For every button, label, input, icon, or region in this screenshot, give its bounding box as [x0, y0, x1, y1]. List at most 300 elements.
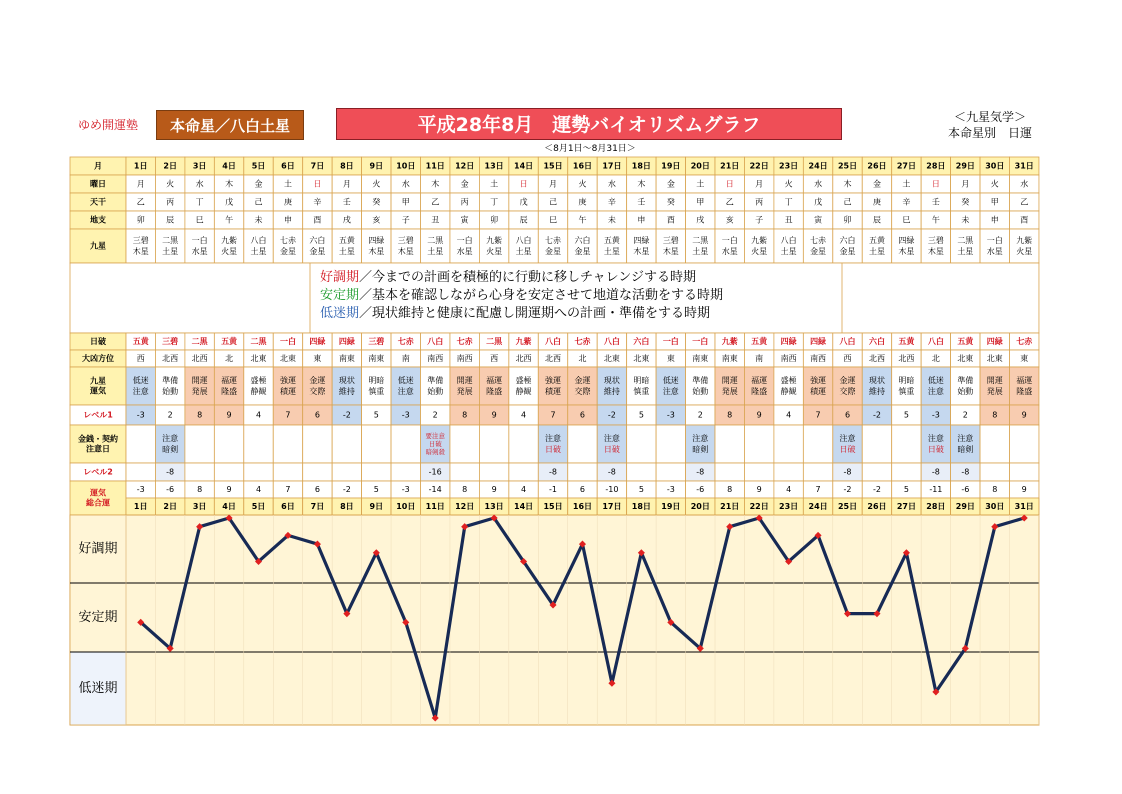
total-value: -6 [166, 485, 175, 494]
cell-level2 [1010, 463, 1039, 481]
cell-text-earthly_branch: 卯 [136, 215, 145, 225]
cell-text-nippa: 二黒 [191, 337, 208, 346]
day-footer-label: 12日 [455, 502, 475, 511]
day-footer-label: 6日 [281, 502, 295, 511]
cell-text-nine_star: 三碧 [397, 236, 414, 245]
cell-text-lucky_direction: 東 [666, 354, 675, 363]
cell-caution [744, 425, 773, 463]
cell-text-nine_star: 木星 [633, 247, 650, 256]
cell-text-level1: 8 [197, 410, 203, 420]
cell-nine_star [892, 229, 921, 263]
cell-text-nippa: 三碧 [368, 337, 385, 346]
cell-nine_star [332, 229, 361, 263]
cell-text-level1: 5 [373, 410, 379, 420]
cell-text-lucky_direction: 北西 [162, 354, 179, 363]
cell-text-level1: 8 [992, 410, 998, 420]
row-label-text-earthly_branch: 地支 [90, 215, 106, 225]
total-value: -1 [549, 485, 558, 494]
cell-text-heavenly_stem: 庚 [872, 197, 881, 207]
cell-nine_star [185, 229, 214, 263]
band-label: 好調期 [78, 541, 118, 557]
cell-text-month: 23日 [779, 161, 799, 171]
cell-text-nine_star: 二黒 [162, 236, 179, 245]
cell-text-level1: 7 [815, 410, 821, 420]
band-label: 安定期 [78, 610, 118, 625]
cell-text-level1: 7 [550, 410, 556, 420]
day-footer-label: 9日 [369, 502, 384, 511]
cell-text-caution: 注意 [545, 434, 562, 443]
cell-text-caution: 暗剣殺 [425, 448, 445, 456]
cell-text-heavenly_stem: 甲 [401, 197, 410, 207]
cell-level2 [185, 463, 214, 481]
cell-text-heavenly_stem: 壬 [342, 197, 351, 207]
cell-star_fortune [479, 367, 508, 405]
cell-text-nine_star: 六白 [309, 236, 326, 245]
cell-text-earthly_branch: 午 [578, 215, 587, 225]
cell-text-heavenly_stem: 己 [843, 197, 852, 207]
cell-text-lucky_direction: 北西 [545, 354, 562, 363]
cell-text-nine_star: 七赤 [279, 236, 296, 245]
cell-text-weekday: 金 [460, 179, 469, 189]
cell-text-nippa: 一白 [692, 337, 709, 346]
cell-star_fortune [126, 367, 155, 405]
cell-text-nine_star: 土星 [162, 247, 179, 256]
cell-text-star_fortune: 強運 [279, 376, 296, 385]
cell-star_fortune [450, 367, 479, 405]
cell-text-level1: -3 [666, 410, 675, 420]
total-value: 4 [521, 485, 527, 494]
cell-caution [214, 425, 243, 463]
cell-text-lucky_direction: 北西 [868, 354, 885, 363]
cell-text-level1: 5 [903, 410, 909, 420]
cell-text-heavenly_stem: 壬 [637, 197, 646, 207]
total-value: 5 [638, 485, 644, 494]
cell-star_fortune [627, 367, 656, 405]
cell-text-nine_star: 八白 [515, 236, 532, 245]
cell-text-heavenly_stem: 辛 [902, 197, 911, 207]
cell-star_fortune [421, 367, 450, 405]
cell-star_fortune [332, 367, 361, 405]
cell-text-lucky_direction: 西 [490, 354, 499, 363]
total-value: 9 [226, 485, 232, 494]
row-label-text-weekday: 曜日 [90, 179, 106, 189]
cell-text-star_fortune: 交際 [574, 387, 591, 396]
cell-text-level2: -8 [843, 467, 852, 477]
cell-text-star_fortune: 積運 [810, 387, 827, 396]
cell-text-nine_star: 木星 [898, 247, 915, 256]
cell-caution [833, 425, 862, 463]
cell-text-weekday: 木 [431, 179, 440, 189]
cell-text-nippa: 四緑 [986, 337, 1003, 346]
cell-level2 [980, 463, 1009, 481]
row-label-text-nine_star: 九星 [90, 241, 106, 251]
cell-text-level1: 2 [697, 410, 703, 420]
cell-text-nine_star: 金星 [309, 247, 326, 256]
cell-text-heavenly_stem: 癸 [666, 197, 675, 207]
cell-text-nine_star: 水星 [986, 247, 1003, 256]
cell-text-month: 2日 [163, 161, 177, 171]
cell-text-heavenly_stem: 壬 [931, 197, 940, 207]
cell-text-nine_star: 八白 [780, 236, 797, 245]
cell-text-level2: -8 [549, 467, 558, 477]
cell-caution [244, 425, 273, 463]
cell-text-star_fortune: 準備 [162, 376, 179, 385]
cell-text-heavenly_stem: 辛 [607, 197, 616, 207]
cell-text-heavenly_stem: 庚 [283, 197, 292, 207]
cell-star_fortune [155, 367, 184, 405]
total-value: -10 [605, 485, 619, 494]
cell-text-level1: 2 [962, 410, 968, 420]
cell-text-lucky_direction: 北 [225, 354, 234, 363]
cell-text-earthly_branch: 卯 [490, 215, 499, 225]
cell-text-star_fortune: 始動 [957, 387, 974, 396]
total-value: 9 [756, 485, 762, 494]
cell-text-heavenly_stem: 乙 [725, 197, 734, 207]
cell-level2 [303, 463, 332, 481]
total-value: 9 [491, 485, 497, 494]
cell-text-nippa: 五黄 [132, 337, 149, 346]
row-label-text-month: 月 [94, 161, 102, 171]
cell-text-nine_star: 一白 [456, 236, 473, 245]
cell-level2 [450, 463, 479, 481]
day-footer-label: 13日 [484, 502, 504, 511]
cell-text-star_fortune: 盛極 [780, 376, 797, 385]
cell-text-star_fortune: 明暗 [633, 376, 650, 385]
cell-nine_star [951, 229, 980, 263]
cell-text-star_fortune: 始動 [692, 387, 709, 396]
cell-text-caution: 日破 [428, 440, 442, 448]
cell-text-nippa: 二黒 [250, 337, 267, 346]
cell-text-nine_star: 水星 [191, 247, 208, 256]
cell-text-nine_star: 九紫 [751, 236, 768, 245]
total-value: -3 [666, 485, 675, 494]
cell-text-weekday: 金 [254, 179, 263, 189]
cell-text-month: 27日 [896, 161, 916, 171]
total-value: 7 [285, 485, 291, 494]
cell-text-weekday: 水 [195, 179, 204, 189]
cell-text-lucky_direction: 南西 [456, 354, 473, 363]
cell-text-weekday: 土 [283, 179, 292, 189]
cell-text-caution: 日破 [927, 445, 944, 454]
cell-star_fortune [568, 367, 597, 405]
cell-text-star_fortune: 注意 [662, 387, 679, 396]
cell-text-star_fortune: 福運 [486, 376, 503, 385]
cell-text-weekday: 月 [136, 179, 145, 189]
cell-text-earthly_branch: 丑 [431, 215, 440, 225]
cell-text-star_fortune: 静観 [515, 387, 532, 396]
cell-text-level1: -3 [136, 410, 145, 420]
cell-text-level2: -16 [428, 467, 442, 477]
cell-text-earthly_branch: 申 [637, 215, 646, 225]
cell-text-lucky_direction: 南東 [368, 354, 385, 363]
cell-text-nine_star: 土星 [780, 247, 797, 256]
cell-text-level1: 4 [786, 410, 792, 420]
cell-text-star_fortune: 現状 [868, 376, 885, 385]
cell-text-weekday: 月 [961, 179, 970, 189]
cell-text-nine_star: 火星 [751, 247, 768, 256]
cell-caution [332, 425, 361, 463]
cell-text-caution: 暗剣 [957, 445, 974, 454]
cell-text-nippa: 五黄 [751, 337, 768, 346]
cell-text-lucky_direction: 南西 [810, 354, 827, 363]
cell-text-star_fortune: 現状 [603, 376, 620, 385]
day-footer-label: 31日 [1014, 502, 1034, 511]
cell-caution [126, 425, 155, 463]
cell-level2 [244, 463, 273, 481]
cell-text-nine_star: 九紫 [1016, 236, 1033, 245]
total-value: -2 [872, 485, 881, 494]
cell-text-nippa: 一白 [662, 337, 679, 346]
cell-text-earthly_branch: 酉 [666, 215, 675, 225]
cell-text-earthly_branch: 辰 [166, 215, 175, 225]
day-footer-label: 21日 [720, 502, 740, 511]
cell-star_fortune [744, 367, 773, 405]
cell-text-heavenly_stem: 乙 [136, 197, 145, 207]
cell-text-earthly_branch: 酉 [1020, 215, 1029, 225]
cell-level2 [126, 463, 155, 481]
cell-text-level1: 4 [521, 410, 527, 420]
cell-text-caution: 日破 [839, 445, 856, 454]
cell-text-nine_star: 三碧 [927, 236, 944, 245]
cell-text-level1: 4 [255, 410, 262, 420]
cell-text-nine_star: 木星 [132, 247, 149, 256]
cell-caution [627, 425, 656, 463]
day-footer-label: 27日 [896, 502, 916, 511]
day-footer-label: 7日 [310, 502, 325, 511]
day-footer-label: 11日 [425, 502, 445, 511]
cell-caution [303, 425, 332, 463]
cell-star_fortune [538, 367, 567, 405]
band-label: 低迷期 [78, 681, 118, 696]
cell-text-lucky_direction: 東 [313, 354, 322, 363]
graph-background [70, 515, 1039, 725]
cell-text-earthly_branch: 辰 [872, 215, 881, 225]
cell-text-level1: 2 [432, 410, 438, 420]
cell-text-nippa: 九紫 [515, 337, 532, 346]
row-label-text-star_fortune: 九星 [90, 376, 106, 386]
cell-text-month: 11日 [425, 161, 445, 171]
cell-text-heavenly_stem: 丁 [195, 197, 204, 207]
category-label: ＜九星気学＞ [953, 110, 1026, 124]
cell-text-nine_star: 二黒 [427, 236, 444, 245]
cell-text-lucky_direction: 北 [931, 354, 940, 363]
cell-text-earthly_branch: 丑 [784, 215, 793, 225]
total-value: -11 [929, 485, 943, 494]
total-value: 6 [314, 485, 320, 494]
total-value: 8 [992, 485, 998, 494]
cell-text-month: 26日 [867, 161, 887, 171]
cell-text-nine_star: 五黄 [603, 236, 620, 245]
cell-text-star_fortune: 準備 [957, 376, 974, 385]
cell-text-star_fortune: 福運 [751, 376, 768, 385]
cell-text-nine_star: 火星 [221, 247, 238, 256]
cell-text-weekday: 土 [696, 179, 705, 189]
cell-text-weekday: 木 [637, 179, 646, 189]
cell-text-heavenly_stem: 辛 [313, 197, 322, 207]
cell-text-month: 28日 [926, 161, 946, 171]
cell-text-nine_star: 金星 [545, 247, 562, 256]
page-title: 平成28年8月 運勢バイオリズムグラフ [336, 108, 842, 140]
cell-text-earthly_branch: 寅 [814, 215, 823, 225]
cell-nine_star [214, 229, 243, 263]
total-value: 5 [903, 485, 909, 494]
cell-text-weekday: 土 [902, 179, 911, 189]
cell-star_fortune [862, 367, 891, 405]
total-value: 6 [579, 485, 586, 494]
cell-text-nippa: 三碧 [162, 337, 179, 346]
cell-text-nippa: 五黄 [221, 337, 238, 346]
row-label-text-caution: 注意日 [86, 444, 110, 454]
cell-text-nippa: 四緑 [309, 337, 326, 346]
cell-nine_star [244, 229, 273, 263]
cell-text-lucky_direction: 北東 [250, 354, 267, 363]
cell-text-level1: -2 [872, 410, 881, 420]
cell-text-weekday: 木 [225, 179, 234, 189]
cell-star_fortune [597, 367, 626, 405]
cell-caution [921, 425, 950, 463]
cell-text-month: 30日 [985, 161, 1005, 171]
cell-text-nine_star: 水星 [721, 247, 738, 256]
cell-text-nine_star: 金星 [839, 247, 856, 256]
cell-text-star_fortune: 発展 [456, 387, 473, 396]
cell-text-level1: -2 [342, 410, 351, 420]
cell-nine_star [656, 229, 685, 263]
cell-text-month: 25日 [837, 161, 858, 171]
cell-text-caution: 日破 [545, 445, 562, 454]
cell-text-heavenly_stem: 戊 [519, 197, 528, 207]
day-footer-label: 4日 [222, 502, 236, 511]
legend-line-2: 低迷期／現状維持と健康に配慮し開運期への計画・準備をする時期 [320, 305, 711, 321]
cell-text-star_fortune: 金運 [309, 376, 326, 385]
cell-caution [597, 425, 626, 463]
cell-nine_star [627, 229, 656, 263]
cell-nine_star [538, 229, 567, 263]
cell-text-star_fortune: 強運 [545, 376, 562, 385]
cell-text-month: 4日 [222, 161, 236, 171]
cell-text-star_fortune: 始動 [427, 387, 444, 396]
cell-level2 [862, 463, 891, 481]
cell-text-nippa: 六白 [633, 337, 650, 346]
cell-text-weekday: 水 [814, 179, 823, 189]
cell-text-star_fortune: 準備 [427, 376, 444, 385]
cell-caution [803, 425, 832, 463]
cell-text-month: 24日 [808, 161, 828, 171]
cell-text-star_fortune: 福運 [221, 376, 238, 385]
cell-text-star_fortune: 隆盛 [221, 387, 238, 396]
total-value: 4 [786, 485, 792, 494]
cell-text-earthly_branch: 午 [931, 215, 940, 225]
cell-level2 [479, 463, 508, 481]
cell-nine_star [155, 229, 184, 263]
total-value: 5 [373, 485, 379, 494]
cell-text-heavenly_stem: 甲 [990, 197, 999, 207]
row-label-text-star_fortune: 運気 [90, 386, 106, 396]
cell-text-earthly_branch: 午 [225, 215, 234, 225]
cell-text-lucky_direction: 北東 [603, 354, 620, 363]
cell-star_fortune [1010, 367, 1039, 405]
cell-text-nine_star: 二黒 [692, 236, 709, 245]
cell-text-month: 6日 [281, 161, 295, 171]
cell-text-earthly_branch: 未 [961, 215, 970, 225]
cell-text-month: 8日 [340, 161, 354, 171]
cell-text-lucky_direction: 南 [755, 354, 764, 363]
cell-text-level1: -3 [401, 410, 410, 420]
cell-star_fortune [244, 367, 273, 405]
cell-text-star_fortune: 盛極 [250, 376, 267, 385]
day-footer-label: 22日 [749, 502, 769, 511]
cell-text-earthly_branch: 子 [755, 215, 764, 225]
cell-text-heavenly_stem: 丙 [166, 197, 175, 207]
cell-text-nine_star: 土星 [692, 247, 709, 256]
cell-text-month: 19日 [661, 161, 681, 171]
cell-text-star_fortune: 開運 [721, 376, 738, 385]
cell-text-star_fortune: 慎重 [633, 387, 650, 396]
cell-text-level1: 6 [314, 410, 320, 420]
cell-text-earthly_branch: 寅 [460, 215, 469, 225]
cell-text-month: 22日 [749, 161, 769, 171]
cell-text-month: 1日 [133, 161, 148, 171]
day-footer-label: 1日 [133, 502, 148, 511]
cell-text-earthly_branch: 申 [990, 215, 999, 225]
cell-text-earthly_branch: 巳 [195, 215, 204, 225]
cell-text-lucky_direction: 北東 [279, 354, 296, 363]
cell-text-nippa: 九紫 [721, 337, 738, 346]
cell-text-star_fortune: 開運 [191, 376, 208, 385]
cell-text-earthly_branch: 戌 [696, 215, 705, 225]
cell-star_fortune [362, 367, 391, 405]
cell-text-star_fortune: 注意 [132, 387, 149, 396]
cell-text-nine_star: 土星 [868, 247, 885, 256]
cell-text-nippa: 七赤 [397, 337, 414, 346]
cell-text-caution: 要注意 [425, 432, 445, 440]
cell-text-lucky_direction: 北東 [957, 354, 974, 363]
cell-text-caution: 日破 [603, 445, 620, 454]
cell-text-star_fortune: 慎重 [368, 387, 385, 396]
cell-nine_star [686, 229, 715, 263]
day-footer-label: 24日 [808, 502, 828, 511]
cell-caution [509, 425, 538, 463]
day-footer-label: 14日 [514, 502, 534, 511]
cell-text-nippa: 二黒 [486, 337, 503, 346]
day-footer-label: 15日 [543, 502, 563, 511]
cell-level2 [715, 463, 744, 481]
cell-text-lucky_direction: 北西 [191, 354, 208, 363]
cell-level2 [568, 463, 597, 481]
cell-nine_star [450, 229, 479, 263]
cell-star_fortune [921, 367, 950, 405]
cell-text-weekday: 火 [578, 179, 587, 189]
cell-text-nine_star: 土星 [338, 247, 355, 256]
cell-text-nine_star: 六白 [574, 236, 591, 245]
cell-nine_star [303, 229, 332, 263]
legend-line-1: 安定期／基本を確認しながら心身を安定させて地道な活動をする時期 [320, 287, 724, 303]
cell-text-level1: 9 [491, 410, 497, 420]
row-label-text-level1: レベル1 [83, 410, 113, 420]
cell-text-heavenly_stem: 丁 [784, 197, 793, 207]
cell-text-star_fortune: 低迷 [927, 376, 944, 385]
cell-text-month: 5日 [251, 161, 266, 171]
cell-text-star_fortune: 金運 [839, 376, 856, 385]
cell-caution [155, 425, 184, 463]
cell-nine_star [921, 229, 950, 263]
cell-text-star_fortune: 明暗 [368, 376, 385, 385]
cell-star_fortune [892, 367, 921, 405]
cell-text-weekday: 土 [490, 179, 499, 189]
cell-text-lucky_direction: 南西 [780, 354, 797, 363]
day-footer-label: 19日 [661, 502, 681, 511]
row-label-text-nippa: 日破 [90, 337, 106, 346]
cell-text-earthly_branch: 子 [401, 215, 410, 225]
